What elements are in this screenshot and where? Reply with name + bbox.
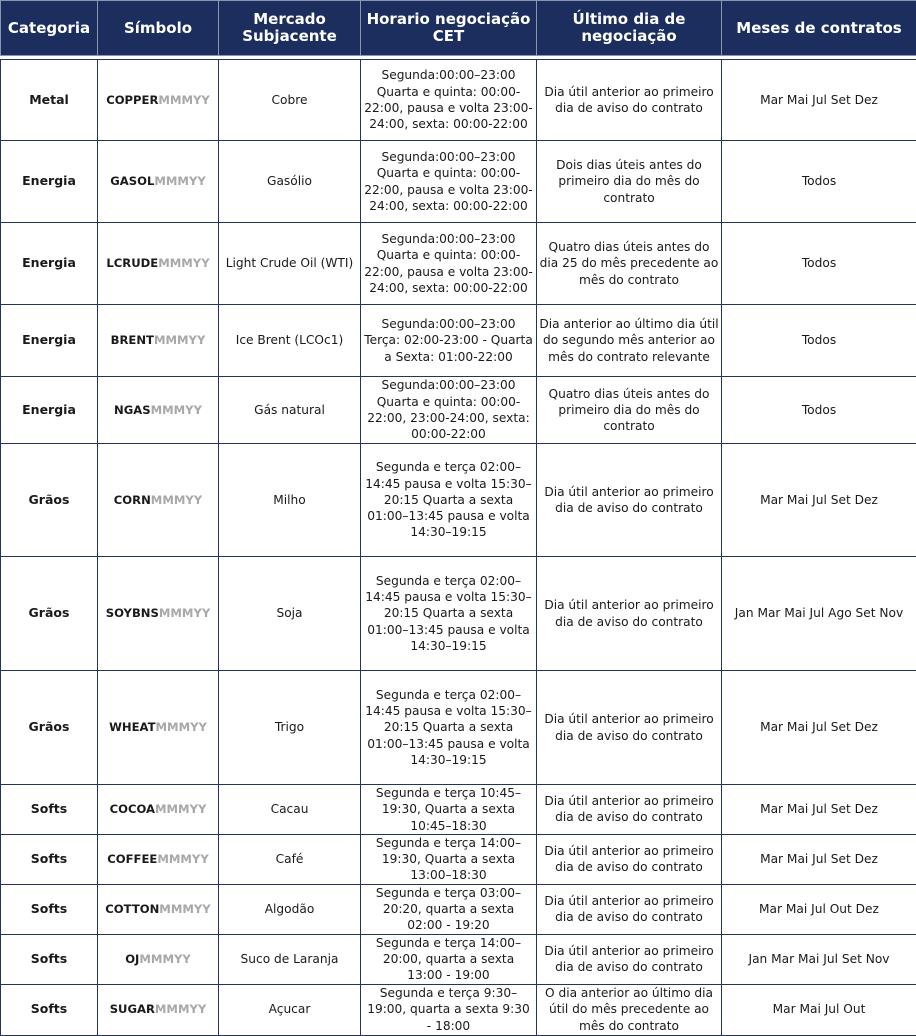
trading-hours-cell: Segunda e terça 02:00–14:45 pausa e volta 15:30–20:15 Quarta a sexta 01:00–13:45 pausa e volta 14:30–19:15 [361,671,537,785]
table-body [1,56,916,1036]
underlying-market-cell: Cacau [219,785,361,835]
symbol-code: BRENT [111,333,154,347]
category-cell: Grãos [1,444,98,557]
symbol-cell [98,884,219,934]
last-trading-day-cell: Quatro dias úteis antes do dia 25 do mês precedente ao mês do contrato [537,223,722,305]
underlying-market-cell: Suco de Laranja [219,934,361,984]
trading-hours-cell: Segunda e terça 02:00–14:45 pausa e volta 15:30–20:15 Quarta a sexta 01:00–13:45 pausa e volta 14:30–19:15 [361,557,537,671]
contract-months-cell: Mar Mai Jul Set Dez [722,785,916,835]
symbol-suffix: MMMYY [155,802,206,816]
table-row [1,377,916,444]
underlying-market-cell: Ice Brent (LCOc1) [219,305,361,377]
symbol-suffix: MMMYY [156,720,207,734]
trading-hours-cell: Segunda:00:00–23:00 Quarta e quinta: 00:00-22:00, pausa e volta 23:00-24:00, sexta: 00:00-22:00 [361,223,537,305]
category-cell: Energia [1,141,98,223]
table-row [1,141,916,223]
symbol-suffix: MMMYY [159,606,210,620]
header-hours: Horario negociação CET [361,1,537,56]
table-row [1,223,916,305]
trading-hours-cell: Segunda e terça 02:00–14:45 pausa e volta 15:30–20:15 Quarta a sexta 01:00–13:45 pausa e volta 14:30–19:15 [361,444,537,557]
contract-months-cell: Todos [722,223,916,305]
header-symbol: Símbolo [98,1,219,56]
header-months: Meses de contratos [722,1,916,56]
symbol-suffix: MMMYY [151,403,202,417]
category-cell: Softs [1,934,98,984]
symbol-code: WHEAT [109,720,155,734]
last-trading-day-cell: Dia útil anterior ao primeiro dia de aviso do contrato [537,785,722,835]
trading-hours-cell: Segunda e terça 14:00–20:00, quarta a sexta 13:00 - 19:00 [361,934,537,984]
last-trading-day-cell: Quatro dias úteis antes do primeiro dia do mês do contrato [537,377,722,444]
table-row [1,785,916,835]
symbol-cell [98,785,219,835]
symbol-code: CORN [114,493,151,507]
underlying-market-cell: Soja [219,557,361,671]
contract-months-cell: Todos [722,305,916,377]
trading-hours-cell: Segunda e terça 14:00–19:30, Quarta a sexta 13:00–18:30 [361,834,537,884]
symbol-code: LCRUDE [106,256,158,270]
last-trading-day-cell: Dia útil anterior ao primeiro dia de aviso do contrato [537,444,722,557]
symbol-code: COFFEE [107,852,157,866]
underlying-market-cell: Cobre [219,60,361,141]
category-cell: Softs [1,984,98,1035]
table-row [1,557,916,671]
table-row [1,934,916,984]
symbol-cell [98,671,219,785]
symbol-cell [98,60,219,141]
symbol-suffix: MMMYY [159,902,210,916]
symbol-code: OJ [125,952,139,966]
header-category: Categoria [1,1,98,56]
symbol-suffix: MMMYY [158,93,209,107]
contract-months-cell: Mar Mai Jul Set Dez [722,444,916,557]
underlying-market-cell: Gás natural [219,377,361,444]
category-cell: Grãos [1,557,98,671]
symbol-suffix: MMMYY [155,1002,206,1016]
symbol-cell [98,305,219,377]
underlying-market-cell: Milho [219,444,361,557]
symbol-cell [98,984,219,1035]
table-row [1,884,916,934]
table-row [1,834,916,884]
last-trading-day-cell: Dois dias úteis antes do primeiro dia do mês do contrato [537,141,722,223]
symbol-cell [98,377,219,444]
symbol-cell [98,557,219,671]
table-row [1,984,916,1035]
contract-months-cell: Jan Mar Mai Jul Set Nov [722,934,916,984]
symbol-suffix: MMMYY [154,174,205,188]
symbol-suffix: MMMYY [151,493,202,507]
category-cell: Softs [1,834,98,884]
table-row [1,671,916,785]
underlying-market-cell: Trigo [219,671,361,785]
symbol-code: COCOA [110,802,155,816]
contract-months-cell: Mar Mai Jul Set Dez [722,60,916,141]
contract-months-cell: Jan Mar Mai Jul Ago Set Nov [722,557,916,671]
trading-hours-cell: Segunda:00:00–23:00 Quarta e quinta: 00:00-22:00, 23:00-24:00, sexta: 00:00-22:00 [361,377,537,444]
symbol-code: GASOL [110,174,154,188]
symbol-code: COTTON [105,902,159,916]
symbol-code: SOYBNS [106,606,159,620]
symbol-suffix: MMMYY [154,333,205,347]
last-trading-day-cell: Dia útil anterior ao primeiro dia de aviso do contrato [537,557,722,671]
contract-months-cell: Mar Mai Jul Out [722,984,916,1035]
symbol-cell [98,834,219,884]
contract-months-cell: Mar Mai Jul Set Dez [722,834,916,884]
trading-hours-cell: Segunda e terça 03:00–20:20, quarta a sexta 02:00 - 19:20 [361,884,537,934]
trading-hours-cell: Segunda e terça 10:45–19:30, Quarta a sexta 10:45–18:30 [361,785,537,835]
underlying-market-cell: Gasólio [219,141,361,223]
symbol-cell [98,141,219,223]
category-cell: Metal [1,60,98,141]
contract-months-cell: Mar Mai Jul Set Dez [722,671,916,785]
underlying-market-cell: Açucar [219,984,361,1035]
trading-hours-cell: Segunda e terça 9:30–19:00, quarta a sexta 9:30 - 18:00 [361,984,537,1035]
category-cell: Softs [1,884,98,934]
last-trading-day-cell: Dia anterior ao último dia útil do segundo mês anterior ao mês do contrato relevante [537,305,722,377]
symbol-suffix: MMMYY [157,852,208,866]
last-trading-day-cell: Dia útil anterior ao primeiro dia de aviso do contrato [537,934,722,984]
contract-months-cell: Mar Mai Jul Out Dez [722,884,916,934]
category-cell: Energia [1,223,98,305]
trading-hours-cell: Segunda:00:00–23:00 Quarta e quinta: 00:00-22:00, pausa e volta 23:00-24:00, sexta: 00:00-22:00 [361,141,537,223]
symbol-suffix: MMMYY [139,952,190,966]
symbol-code: SUGAR [110,1002,155,1016]
symbol-suffix: MMMYY [158,256,209,270]
category-cell: Energia [1,305,98,377]
category-cell: Softs [1,785,98,835]
category-cell: Energia [1,377,98,444]
symbol-code: COPPER [106,93,158,107]
symbol-cell [98,444,219,557]
trading-hours-cell: Segunda:00:00–23:00 Quarta e quinta: 00:00-22:00, pausa e volta 23:00-24:00, sexta: 00:00-22:00 [361,60,537,141]
table-row [1,305,916,377]
symbol-cell [98,223,219,305]
category-cell: Grãos [1,671,98,785]
last-trading-day-cell: Dia útil anterior ao primeiro dia de aviso do contrato [537,884,722,934]
symbol-cell [98,934,219,984]
symbol-code: NGAS [114,403,151,417]
last-trading-day-cell: O dia anterior ao último dia útil do mês precedente ao mês do contrato [537,984,722,1035]
underlying-market-cell: Café [219,834,361,884]
trading-hours-cell: Segunda:00:00–23:00 Terça: 02:00-23:00 - Quarta a Sexta: 01:00-22:00 [361,305,537,377]
table-header-row [1,1,916,56]
header-last-day: Último dia de negociação [537,1,722,56]
last-trading-day-cell: Dia útil anterior ao primeiro dia de aviso do contrato [537,834,722,884]
table-row [1,60,916,141]
underlying-market-cell: Light Crude Oil (WTI) [219,223,361,305]
last-trading-day-cell: Dia útil anterior ao primeiro dia de aviso do contrato [537,671,722,785]
contract-months-cell: Todos [722,377,916,444]
underlying-market-cell: Algodão [219,884,361,934]
last-trading-day-cell: Dia útil anterior ao primeiro dia de aviso do contrato [537,60,722,141]
table-row [1,444,916,557]
contract-months-cell: Todos [722,141,916,223]
header-market: Mercado Subjacente [219,1,361,56]
